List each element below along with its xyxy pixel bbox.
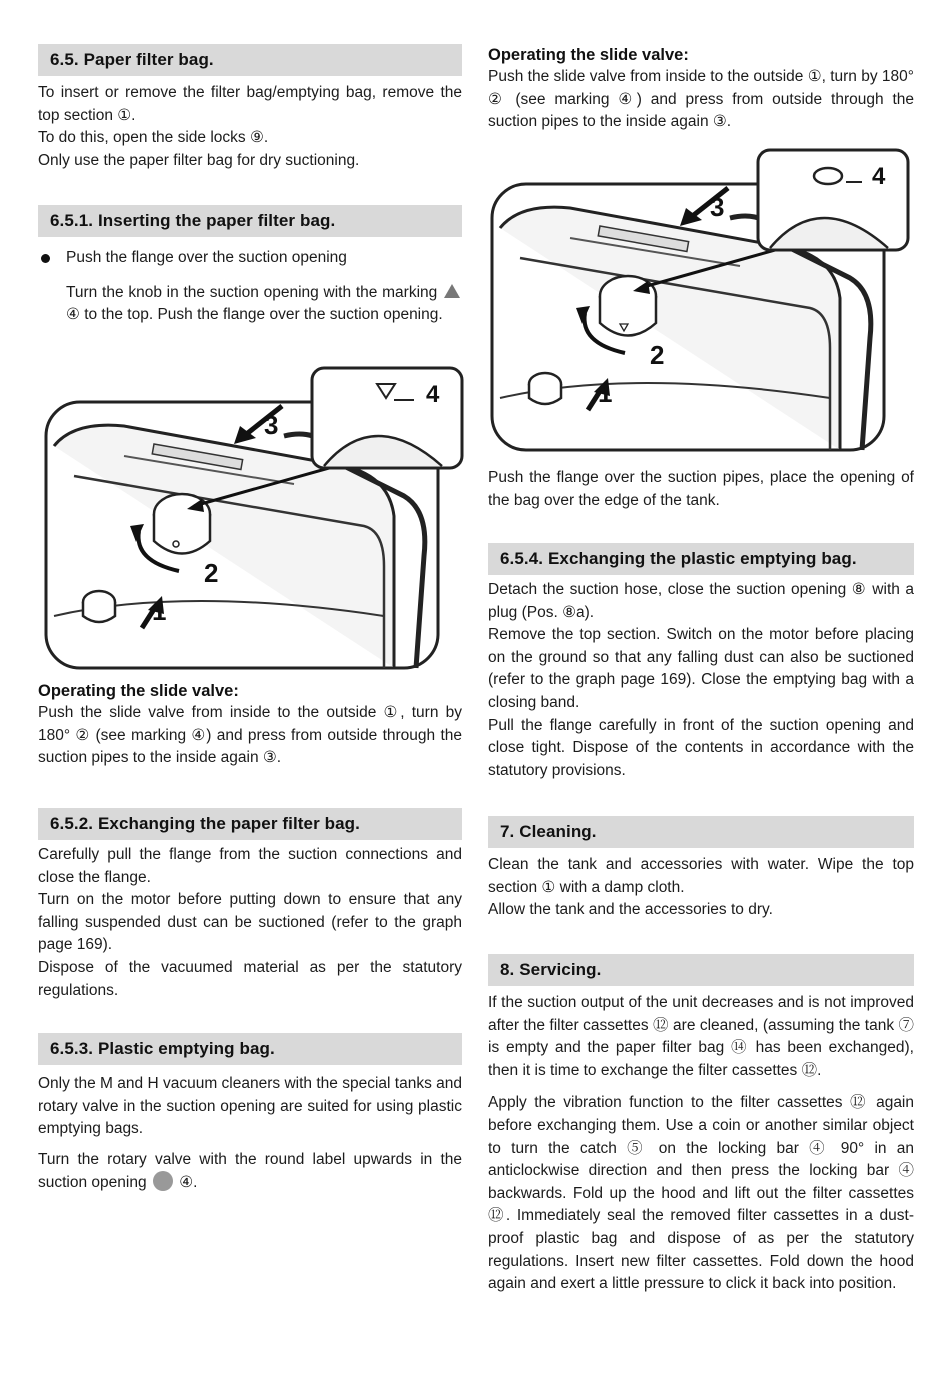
section-7 [488, 816, 914, 922]
section-6-5-1 [38, 205, 462, 327]
section-heading: 6.5.1. Inserting the paper filter bag. [38, 205, 462, 237]
paragraph: Detach the suction hose, close the suction opening ⑧ with a plug (Pos. ⑧a). [488, 581, 914, 621]
flange-note [488, 467, 914, 512]
figure-slide-valve-left [44, 366, 464, 672]
paragraph: If the suction output of the unit decreases and is not improved after the filter cassettes ⑫ are cleaned, (assuming the tank ⑦ is empty and the paper filter bag ⑭ has been exchanged), then it is time to exchange the filter cassettes ⑫. [488, 994, 914, 1079]
paragraph: Turn the knob in the suction opening with the marking ④ to the top. Push the flange over the suction opening. [38, 282, 462, 327]
paragraph: Remove the top section. Switch on the motor before placing on the ground so that any falling dust can also be suctioned (refer to the graph page 169). Close the emptying bag with a closing band. [488, 626, 914, 711]
section-heading: 6.5.3. Plastic emptying bag. [38, 1033, 462, 1065]
figure-label: 3 [710, 192, 725, 222]
figure-label: 2 [204, 558, 219, 588]
bullet-item [38, 247, 462, 270]
triangle-marking-icon [444, 284, 460, 298]
paragraph: Allow the tank and the accessories to dry. [488, 901, 773, 919]
section-heading: 8. Servicing. [488, 954, 914, 986]
figure-label: 1 [152, 596, 167, 626]
section-8 [488, 954, 914, 1296]
figure-label: 3 [264, 410, 279, 440]
section-6-5-2 [38, 808, 462, 1002]
figure-label: 2 [650, 340, 665, 370]
section-6-5-4 [488, 543, 914, 782]
round-label-icon [153, 1171, 173, 1191]
subheading: Operating the slide valve: [38, 682, 239, 700]
figure-slide-valve-right [490, 148, 910, 454]
figure-label: 1 [598, 378, 613, 408]
illustration [490, 148, 910, 454]
section-heading: 7. Cleaning. [488, 816, 914, 848]
paragraph: Clean the tank and accessories with water. Wipe the top section ① with a damp cloth. [488, 856, 914, 896]
bullet-text: Push the flange over the suction opening [66, 249, 347, 266]
paragraph: Carefully pull the flange from the suction connections and close the flange. [38, 846, 462, 886]
paragraph: Only the M and H vacuum cleaners with the special tanks and rotary valve in the suction opening are suited for using plastic emptying bags. [38, 1075, 462, 1138]
bullet-icon [41, 254, 50, 263]
section-6-5 [38, 44, 462, 172]
slide-valve-left [38, 680, 462, 770]
paragraph: Turn on the motor before putting down to ensure that any falling suspended dust can be suctioned (refer to the graph page 169). [38, 891, 462, 954]
section-heading: 6.5.2. Exchanging the paper filter bag. [38, 808, 462, 840]
subheading: Operating the slide valve: [488, 46, 689, 64]
paragraph: To insert or remove the filter bag/emptying bag, remove the top section ①. [38, 84, 462, 124]
paragraph: Push the slide valve from inside to the outside ①, turn by 180° ② (see marking ④) and press from outside through the suction pipes to the inside again ③. [38, 704, 462, 767]
figure-label: 4 [426, 381, 440, 408]
paragraph: Push the slide valve from inside to the outside ①, turn by 180° ② (see marking ④) and press from outside through the suction pipes to the inside again ③. [488, 68, 914, 131]
slide-valve-right [488, 44, 914, 134]
paragraph: Only use the paper filter bag for dry suctioning. [38, 151, 360, 169]
figure-label: 4 [872, 163, 886, 190]
section-heading: 6.5.4. Exchanging the plastic emptying bag. [488, 543, 914, 575]
paragraph: Turn the rotary valve with the round label upwards in the suction opening ④. [38, 1150, 462, 1192]
illustration [44, 366, 464, 672]
paragraph: To do this, open the side locks ⑨. [38, 129, 269, 147]
section-heading: 6.5. Paper filter bag. [38, 44, 462, 76]
section-6-5-3 [38, 1033, 462, 1195]
paragraph: Dispose of the vacuumed material as per the statutory regulations. [38, 958, 462, 999]
paragraph: Pull the flange carefully in front of the suction opening and close tight. Dispose of the contents in accordance with the statutory provisions. [488, 716, 914, 779]
paragraph: Push the flange over the suction pipes, place the opening of the bag over the edge of the tank. [488, 469, 914, 509]
paragraph: Apply the vibration function to the filter cassettes ⑫ again before exchanging them. Use a coin or another similar object to turn the catch ⑤ on the locking bar ④ 90° in an anticlockwise direction and then press the locking bar ④ backwards. Fold up the hood and lift out the filter cassettes ⑫. Immediately seal the removed filter cassettes in a dust-proof plastic bag and dispose of as per the statutory regulations. Insert new filter cassettes. Fold down the hood again and exert a little pressure to click it back into position. [488, 1094, 914, 1293]
